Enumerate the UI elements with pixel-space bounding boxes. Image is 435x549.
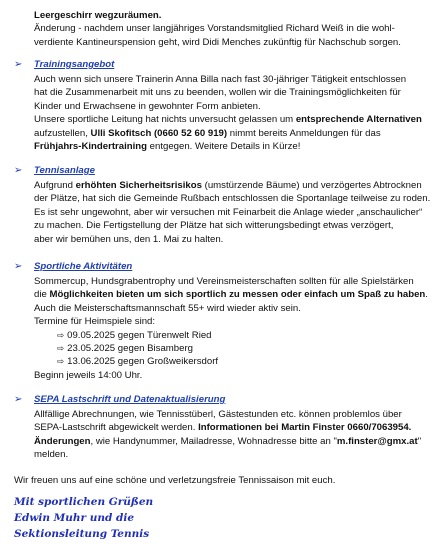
text-line xyxy=(34,113,422,126)
text-line xyxy=(34,36,401,49)
text-segment: 23.05.2025 gegen Bisamberg xyxy=(67,342,194,354)
intro-block xyxy=(34,9,401,49)
section-heading: Trainingsangebot xyxy=(34,59,115,70)
text-line xyxy=(34,140,422,153)
signature-line: Edwin Muhr und die xyxy=(14,512,135,524)
bold-text: m.finster@gmx.at xyxy=(336,435,418,447)
text-segment: melden. xyxy=(34,449,69,461)
text-segment: entgegen. Weitere Details in Kürze! xyxy=(147,140,301,152)
text-segment: Sommercup, Hundsgrabentrophy und Vereinsmeisterschaften sollten für alle Spielstärken xyxy=(34,276,414,287)
signature-line: Mit sportlichen Grüßen xyxy=(14,496,154,508)
text-line xyxy=(34,448,421,461)
text-line xyxy=(34,192,430,205)
section-heading: Tennisanlage xyxy=(34,165,95,176)
bullet-arrow-icon: ➢ xyxy=(14,261,23,272)
text-line xyxy=(34,369,428,382)
text-segment: Beginn jeweils 14:00 Uhr. xyxy=(34,369,143,381)
text-segment: , wie Handynummer, Mailadresse, Wohnadresse bitte an " xyxy=(90,435,337,447)
text-segment: aber wir bemühen uns, den 1. Mai zu halten. xyxy=(34,233,224,245)
text-line xyxy=(34,355,428,368)
bullet-arrow-icon: ➢ xyxy=(14,59,23,70)
text-segment: die xyxy=(34,289,50,301)
text-line xyxy=(34,100,422,113)
text-segment: Es ist sehr ungewohnt, aber wir versuchen mit Feinarbeit die Anlage wieder „anschaulicher“ xyxy=(34,206,423,218)
section-body xyxy=(34,275,428,382)
bold-text: Leergeschirr wegzuräumen. xyxy=(34,10,162,21)
text-line xyxy=(34,288,428,301)
text-line xyxy=(34,219,430,232)
section-heading: Sportliche Aktivitäten xyxy=(34,261,133,272)
text-segment: Aufgrund xyxy=(34,180,76,191)
text-line xyxy=(34,342,428,355)
text-segment: Allfällige Abrechnungen, wie Tennisstüberl, Gästestunden etc. können problemlos über xyxy=(34,409,402,420)
text-line xyxy=(34,421,421,434)
text-segment: Kinder und Erwachsene in gewohnter Form anbieten. xyxy=(34,100,261,112)
bold-text: Informationen bei Martin Finster 0660/7063954. xyxy=(198,422,412,434)
text-line xyxy=(34,127,422,140)
text-segment: SEPA-Lastschrift abgewickelt werden. xyxy=(34,422,199,434)
bold-text: Ulli Skofitsch (0660 52 60 919) xyxy=(90,127,228,139)
bold-text: Frühjahrs-Kindertraining xyxy=(34,140,147,152)
text-line xyxy=(34,9,401,22)
section-body xyxy=(34,408,421,462)
arrow-icon: ⇨ xyxy=(57,356,65,367)
arrow-icon: ⇨ xyxy=(57,329,65,340)
text-line xyxy=(34,435,421,448)
section-body xyxy=(34,179,430,246)
text-segment: hat die Zusammenarbeit mit uns zu beenden, wollen wir die Trainingsmöglichkeiten für xyxy=(34,87,401,99)
signature-block xyxy=(14,494,153,542)
text-segment: . xyxy=(425,289,428,301)
text-segment: verdiente Kantineurspension geht, wird Didi Menches zukünftig für Nachschub sorgen. xyxy=(34,36,401,48)
text-segment: nimmt bereits Anmeldungen für das xyxy=(227,127,381,139)
text-segment: aufzustellen, xyxy=(34,127,91,139)
text-line xyxy=(34,86,422,99)
section-heading: SEPA Lastschrift und Datenaktualisierung xyxy=(34,394,226,405)
text-line xyxy=(34,408,421,421)
bullet-arrow-icon: ➢ xyxy=(14,165,23,176)
text-line xyxy=(34,206,430,219)
text-line xyxy=(34,315,428,328)
bold-text: Möglichkeiten bieten um sich sportlich zu messen oder einfach um Spaß zu haben xyxy=(49,289,426,301)
text-segment: " xyxy=(417,435,422,447)
arrow-icon: ⇨ xyxy=(57,342,65,353)
bold-text: erhöhten Sicherheitsrisikos xyxy=(75,180,202,191)
text-segment: Auch die Meisterschaftsmannschaft 55+ wird wieder aktiv sein. xyxy=(34,302,301,314)
text-segment: Termine für Heimspiele sind: xyxy=(34,316,156,328)
text-segment: Auch wenn sich unsere Trainerin Anna Billa nach fast 30-jähriger Tätigkeit entschlossen xyxy=(34,74,407,85)
text-segment: zu machen. Die Fertigstellung der Plätze hat sich witterungsbedingt etwas verzögert, xyxy=(34,220,394,232)
closing-text: Wir freuen uns auf eine schöne und verletzungsfreie Tennissaison mit euch. xyxy=(14,475,336,486)
text-segment: Unsere sportliche Leitung hat nichts unversucht gelassen um xyxy=(34,114,296,126)
text-line xyxy=(34,233,430,246)
text-line xyxy=(34,22,401,35)
text-line xyxy=(34,179,430,192)
text-segment: (umstürzende Bäume) und verzögertes Abtrocknen xyxy=(201,180,422,191)
text-line xyxy=(34,329,428,342)
text-line xyxy=(34,275,428,288)
signature-line: Sektionsleitung Tennis xyxy=(14,528,150,540)
text-segment: 09.05.2025 gegen Türenwelt Ried xyxy=(67,329,212,341)
bold-text: entsprechende Alternativen xyxy=(295,114,422,126)
text-segment: 13.06.2025 gegen Großweikersdorf xyxy=(67,356,219,368)
bullet-arrow-icon: ➢ xyxy=(14,394,23,405)
text-segment: Änderung - nachdem unser langjähriges Vorstandsmitglied Richard Weiß in die wohl- xyxy=(34,23,395,35)
bold-text: Änderungen xyxy=(34,435,91,447)
text-line xyxy=(34,302,428,315)
text-line xyxy=(34,73,422,86)
text-segment: der Plätze, hat sich die Gemeinde Rußbach entschlossen die Sportanlage teilweise zu roden. xyxy=(34,193,431,205)
section-body xyxy=(34,73,422,153)
